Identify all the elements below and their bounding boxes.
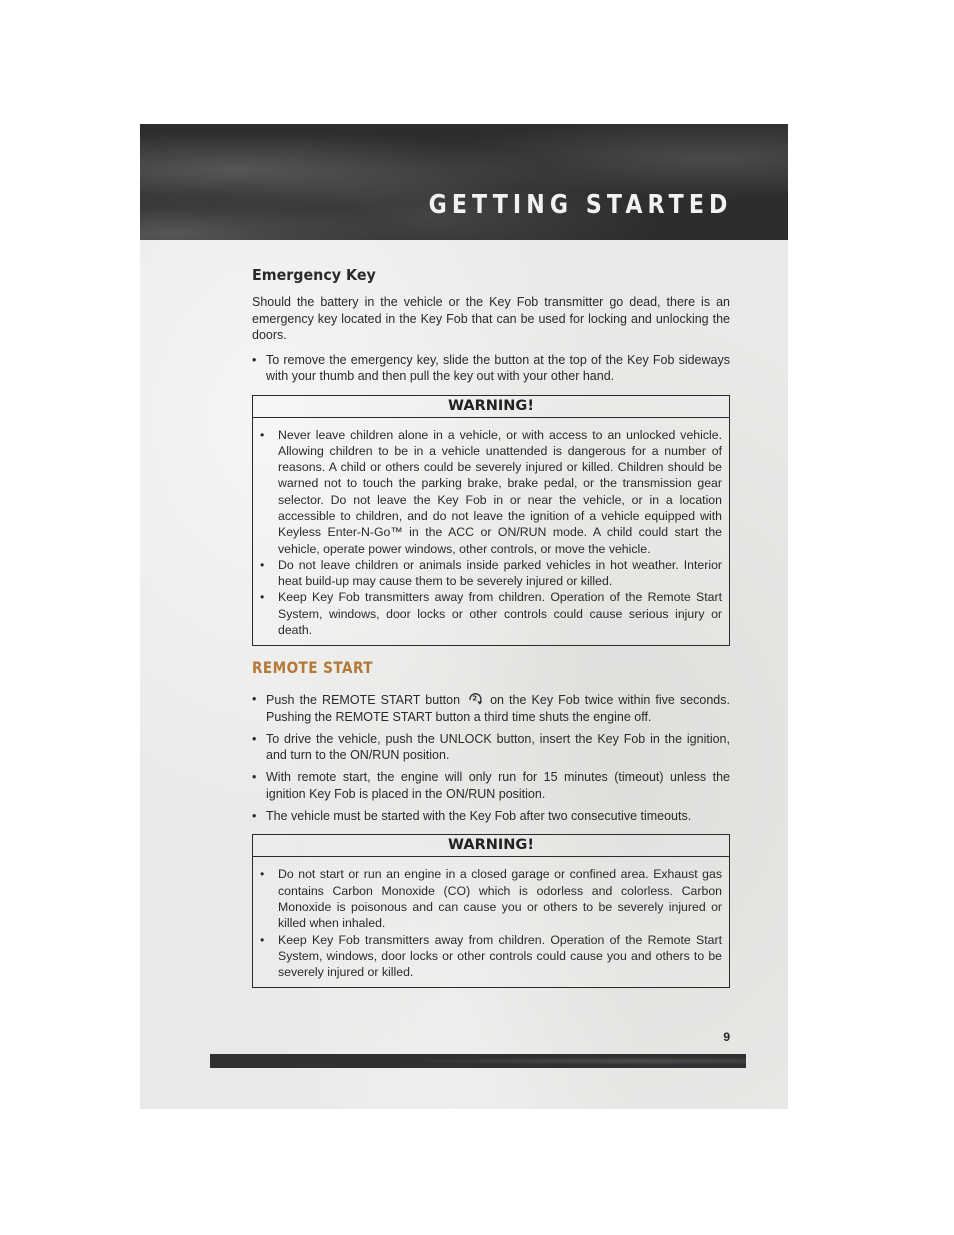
manual-page <box>140 124 788 1109</box>
bullet-dot: • <box>260 427 265 442</box>
page-header <box>140 124 788 240</box>
warning-title: WARNING! <box>253 835 729 857</box>
bullet-dot: • <box>252 808 257 823</box>
warning-box-exhaust <box>252 834 730 988</box>
list-item: • Keep Key Fob transmitters away from children. Operation of the Remote Start System, windows, door locks or other controls could cause serious injury or death. <box>260 590 722 638</box>
warning-box-children <box>252 395 730 647</box>
page-number: 9 <box>723 1030 730 1044</box>
header-title: GETTING STARTED <box>428 190 732 220</box>
list-item: • With remote start, the engine will only run for 15 minutes (timeout) unless the ignition Key Fob is placed in the ON/RUN position. <box>252 770 730 801</box>
emergency-key-heading: Emergency Key <box>252 266 376 284</box>
warning-body <box>253 418 729 646</box>
list-item: • Keep Key Fob transmitters away from children. Operation of the Remote Start System, windows, door locks or other controls could cause you and others to be severely injured or killed. <box>260 932 722 980</box>
bullet-dot: • <box>252 770 257 785</box>
footer-bar <box>210 1054 746 1068</box>
list-item: • Do not leave children or animals inside parked vehicles in hot weather. Interior heat build-up may cause them to be severely injured or killed. <box>260 557 722 589</box>
emergency-key-bullets <box>252 352 730 385</box>
list-item: • The vehicle must be started with the Key Fob after two consecutive timeouts. <box>252 808 692 823</box>
svg-text:2: 2 <box>472 694 478 703</box>
remote-start-bullets <box>252 691 730 824</box>
list-item: • To drive the vehicle, push the UNLOCK button, insert the Key Fob in the ignition, and turn to the ON/RUN position. <box>252 731 730 763</box>
list-item: • Do not start or run an engine in a closed garage or confined area. Exhaust gas contains Carbon Monoxide (CO) which is odorless and colorless. Carbon Monoxide is poisonous and can cause you or others to be severely injured or killed when inhaled. <box>260 867 722 931</box>
bullet-dot: • <box>260 557 265 572</box>
bullet-dot: • <box>252 352 257 367</box>
bullet-dot: • <box>260 590 265 605</box>
list-item: • Never leave children alone in a vehicle, or with access to an unlocked vehicle. Allowing children to be in a vehicle unattended is dangerous for a number of reasons. A child or others could be severely injured or killed. Children should be warned not to touch the parking brake, brake pedal, or the transmission gear selector. Do not leave the Key Fob in or near the vehicle, or in a location accessible to children, and do not leave the ignition of a vehicle equipped with Keyless Enter-N-Go™ in the ACC or ON/RUN mode. A child could start the vehicle, operate power windows, other controls, or move the vehicle. <box>260 427 722 556</box>
list-item: • Push the REMOTE START button 2 on the Key Fob twice within five seconds. Pushing the REMOTE START button a third time shuts the engine off. <box>252 692 730 724</box>
page-content <box>252 266 730 1000</box>
bullet-dot: • <box>260 867 265 882</box>
bullet-dot: • <box>260 932 265 947</box>
remote-start-icon <box>466 691 484 707</box>
emergency-key-paragraph: Should the battery in the vehicle or the Key Fob transmitter go dead, there is an emergency key located in the Key Fob that can be used for locking and unlocking the doors. <box>252 295 730 342</box>
remote-start-heading: REMOTE START <box>252 658 373 678</box>
bullet-dot: • <box>252 731 257 746</box>
warning-title: WARNING! <box>253 396 729 418</box>
warning-body <box>253 857 729 987</box>
list-item: • To remove the emergency key, slide the button at the top of the Key Fob sideways with your thumb and then pull the key out with your other hand. <box>252 352 730 383</box>
bullet-dot: • <box>252 692 257 707</box>
